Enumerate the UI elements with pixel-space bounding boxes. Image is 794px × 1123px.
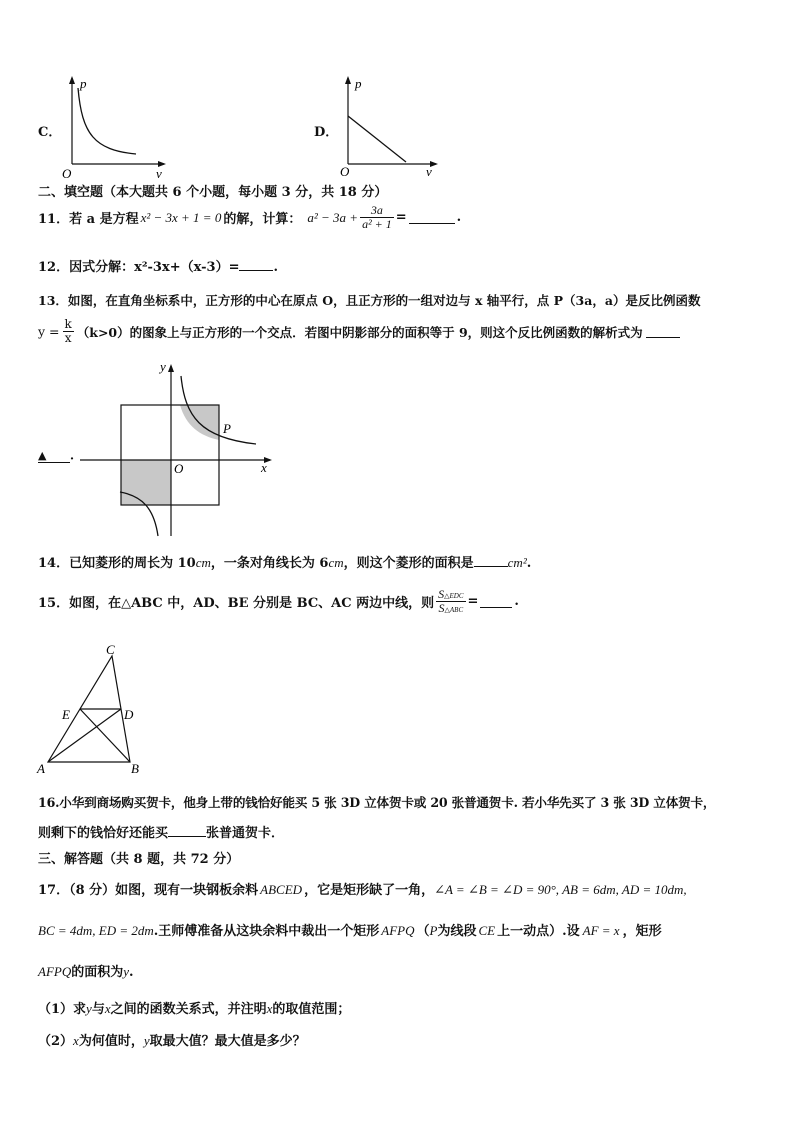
section2-heading: 二、填空题（本大题共 6 个小题，每小题 3 分，共 18 分）	[38, 185, 388, 200]
d-y-label: p	[355, 76, 362, 91]
q17-sub1-end: 的取值范围；	[272, 1002, 351, 1017]
c-y-label: p	[80, 76, 87, 91]
q13-frac-num: k	[64, 317, 72, 331]
q15-equals: =	[467, 594, 479, 610]
q16-line2-pre: 则剩下的钱恰好还能买	[38, 826, 169, 841]
q14-answer-blank[interactable]	[474, 554, 508, 567]
q13-frac-den: x	[64, 331, 72, 346]
q14-prefix: 14．已知菱形的周长为 10	[38, 556, 196, 571]
q15-num-sub: △EDC	[444, 592, 464, 600]
q16-line1: 16.小华到商场购买贺卡，他身上带的钱恰好能买 5 张 3D 立体贺卡或 20 张普通贺卡. 若小华先买了 3 张 3D 立体贺卡，	[38, 795, 716, 810]
q13-answer-line	[38, 444, 83, 463]
q13-end: ．	[70, 448, 84, 463]
question-15	[38, 588, 519, 615]
d-x-label: v	[426, 164, 432, 179]
q15-label-e: E	[62, 707, 70, 722]
q15-answer-blank[interactable]	[480, 595, 512, 608]
q16-answer-blank[interactable]	[168, 824, 206, 837]
question-12	[38, 256, 278, 275]
section3-heading: 三、解答题（共 8 题，共 72 分）	[38, 852, 240, 867]
q14-end: .	[526, 556, 532, 571]
q11-end: .	[456, 210, 462, 226]
q13-y-arrow	[168, 364, 174, 372]
q15-median-ad	[48, 709, 121, 762]
q15-label-a: A	[37, 761, 45, 776]
q14-unit1: cm	[195, 555, 211, 570]
q17-sub1-mid: 与	[91, 1002, 105, 1017]
q12-answer-blank[interactable]	[239, 258, 273, 271]
option-d-label: D．	[314, 125, 339, 140]
q17-sub1-x: x	[104, 1001, 111, 1016]
q17-segment-ce: CE	[478, 923, 496, 938]
q17-conditions-1: ∠A = ∠B = ∠D = 90°, AB = 6dm, AD = 10dm,	[434, 882, 687, 897]
q11-equals: =	[395, 210, 407, 226]
d-origin-label: O	[340, 164, 350, 179]
q12-end: .	[273, 260, 279, 275]
q17-sub1-y: y	[86, 1001, 92, 1016]
q15-end: .	[514, 594, 519, 610]
q14-mid: ，一条对角线长为 6	[210, 556, 329, 571]
q13-y-eq: y =	[38, 324, 60, 340]
q17-line2	[38, 920, 662, 939]
q17-sub1	[38, 998, 350, 1017]
q13-x-label: x	[261, 460, 267, 475]
q11-prefix: 11．若 a 是方程	[38, 212, 139, 228]
q11-frac-num: 3a	[360, 204, 394, 218]
q14-unit2: cm	[328, 555, 344, 570]
q17-af-def: AF = x	[582, 923, 620, 938]
q15-num: S	[438, 587, 445, 601]
q17-sub2-y: y	[143, 1033, 150, 1048]
q17-sub2-pre: （2）	[38, 1034, 74, 1049]
q15-fraction	[436, 588, 465, 615]
q17-sub1-x2: x	[266, 1001, 273, 1016]
q12-text: 12．因式分解：x²-3x+（x-3）=	[38, 260, 240, 275]
q17-sub2-x: x	[73, 1033, 79, 1048]
q15-label-b: B	[131, 761, 139, 776]
q17-point-p: P	[429, 923, 438, 938]
q14-unit3: cm²	[507, 555, 527, 570]
q17-line3-end: .	[129, 965, 134, 980]
q13-line2-text: （k>0）的图象上与正方形的一个交点．若图中阴影部分的面积等于 9，则这个反比例函数的解析式为	[76, 324, 643, 340]
q13-answer-mark[interactable]: ▲	[38, 449, 70, 463]
q17-shape-name: ABCED	[260, 882, 303, 897]
q13-origin-label: O	[174, 461, 184, 476]
q17-sub2	[38, 1030, 306, 1049]
q17-sub2-mid: 为何值时，	[78, 1034, 144, 1049]
option-c-graph	[60, 74, 170, 180]
q17-conditions-2: BC = 4dm, ED = 2dm	[38, 923, 154, 938]
q15-figure	[34, 640, 146, 776]
q17-line3	[38, 961, 134, 980]
q11-mid: 的解，计算：	[223, 212, 302, 228]
q15-label-c: C	[106, 642, 115, 657]
q13-point-p-label: P	[223, 421, 231, 436]
q17-line1-mid: ，它是矩形缺了一角，	[304, 883, 435, 898]
c-x-label: v	[156, 166, 162, 180]
q17-rect-name-2: AFPQ	[38, 964, 72, 979]
q11-frac-den: a² + 1	[362, 217, 392, 232]
q15-den-sub: △ABC	[444, 606, 464, 615]
c-curve	[78, 88, 136, 154]
q13-fraction	[63, 318, 74, 345]
q17-line2-mid: .王师傅准备从这块余料中裁出一个矩形	[153, 924, 380, 939]
q11-equation: x² − 3x + 1 = 0	[140, 209, 222, 225]
q11-fraction	[360, 204, 394, 231]
q11-answer-blank[interactable]	[409, 211, 455, 224]
question-14	[38, 552, 531, 571]
q17-seg-text: 为线段	[437, 924, 477, 939]
q17-var-y: y	[123, 964, 130, 979]
q17-line1-pre: 17．（8 分）如图，现有一块钢板余料	[38, 883, 259, 898]
q17-sub1-mid2: 之间的函数关系式，并注明	[110, 1002, 267, 1017]
q13-answer-blank-1[interactable]	[646, 325, 680, 338]
q17-line3-mid: 的面积为	[71, 965, 124, 980]
q15-label-d: D	[124, 707, 134, 722]
q15-prefix: 15．如图，在△ABC 中，AD、BE 分别是 BC、AC 两边中线，则	[38, 596, 435, 612]
option-d-graph	[336, 74, 446, 180]
q17-sub2-end: 取最大值？最大值是多少？	[149, 1034, 306, 1049]
q17-after: 上一动点）.设	[497, 924, 580, 939]
q15-den: S	[438, 601, 445, 616]
q17-paren: （	[416, 924, 430, 939]
d-line	[348, 116, 406, 162]
q13-line2	[38, 318, 680, 345]
option-c-label: C．	[38, 125, 62, 140]
c-y-arrow	[69, 76, 75, 84]
q17-line2-end: ，矩形	[622, 924, 662, 939]
q13-y-label: y	[160, 359, 166, 374]
q14-mid2: ，则这个菱形的面积是	[343, 556, 474, 571]
q17-sub1-pre: （1）求	[38, 1002, 87, 1017]
q16-line2	[38, 822, 284, 841]
q11-expr: a² − 3a +	[307, 209, 359, 225]
q17-rect-name: AFPQ	[381, 923, 415, 938]
q13-figure	[80, 356, 280, 538]
d-y-arrow	[345, 76, 351, 84]
q13-line1: 13．如图，在直角坐标系中，正方形的中心在原点 O，且正方形的一组对边与 x 轴平行，点 P（3a，a）是反比例函数	[38, 293, 701, 308]
q13-shaded-bottom-left	[121, 460, 171, 505]
c-origin-label: O	[62, 166, 72, 180]
question-11	[38, 204, 461, 231]
q16-line2-post: 张普通贺卡．	[206, 826, 285, 841]
q17-line1	[38, 879, 687, 898]
